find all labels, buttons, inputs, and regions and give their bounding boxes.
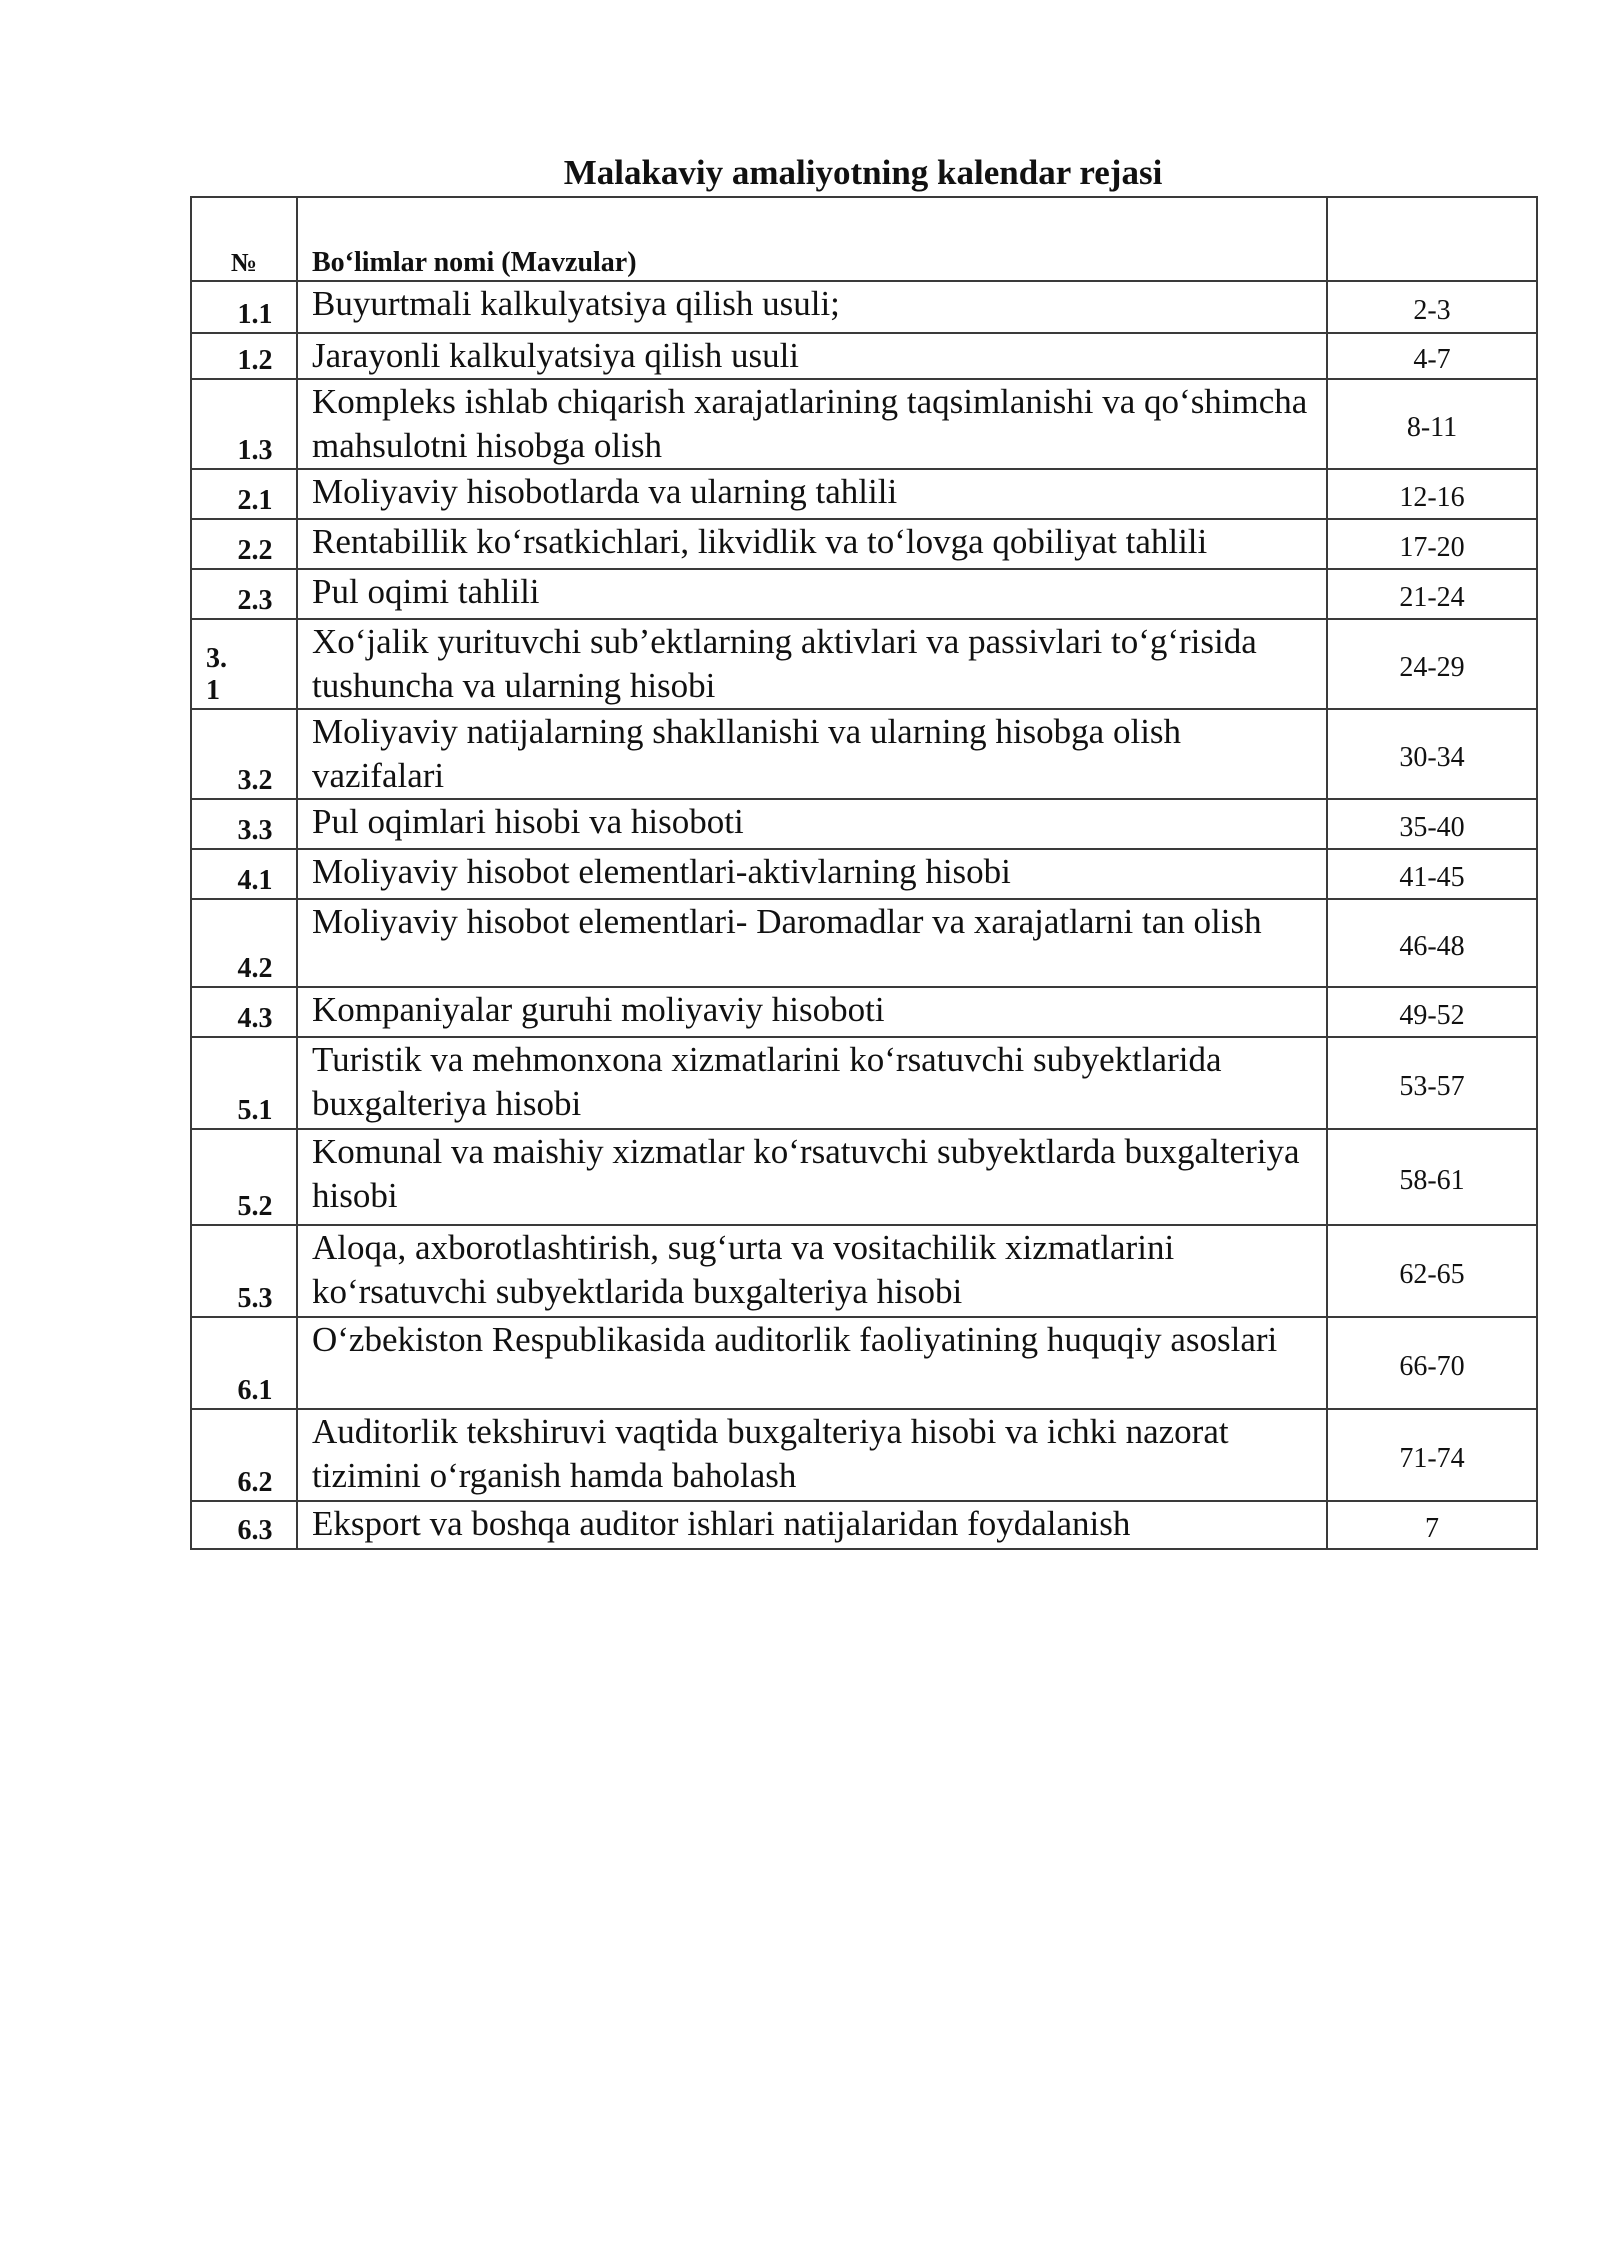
section-number-cell: 5.2 [191, 1129, 297, 1225]
section-number-cell: 5.1 [191, 1037, 297, 1129]
calendar-plan-table [190, 196, 1538, 1550]
section-pages-cell: 41-45 [1327, 849, 1537, 899]
section-pages-cell: 71-74 [1327, 1409, 1537, 1501]
section-pages-cell: 35-40 [1327, 799, 1537, 849]
section-number-cell: 1.3 [191, 379, 297, 469]
table-row [191, 619, 1537, 709]
section-name-cell: Jarayonli kalkulyatsiya qilish usuli [297, 333, 1327, 379]
section-pages-cell: 46-48 [1327, 899, 1537, 987]
section-pages-cell: 8-11 [1327, 379, 1537, 469]
section-pages-cell: 30-34 [1327, 709, 1537, 799]
table-row [191, 281, 1537, 333]
section-number-cell: 6.1 [191, 1317, 297, 1409]
section-name-cell: Moliyaviy hisobot elementlari-aktivlarning hisobi [297, 849, 1327, 899]
section-name-cell: Aloqa, axborotlashtirish, sug‘urta va vositachilik xizmatlarini ko‘rsatuvchi subyektlarida buxgalteriya hisobi [297, 1225, 1327, 1317]
table-row [191, 379, 1537, 469]
section-number-cell: 2.1 [191, 469, 297, 519]
section-name-cell: Moliyaviy hisobotlarda va ularning tahlili [297, 469, 1327, 519]
section-name-cell: Moliyaviy hisobot elementlari- Daromadlar va xarajatlarni tan olish [297, 899, 1327, 987]
table-row [191, 1409, 1537, 1501]
table-row [191, 1037, 1537, 1129]
section-name-cell: Rentabillik ko‘rsatkichlari, likvidlik va to‘lovga qobiliyat tahlili [297, 519, 1327, 569]
section-number-cell: 4.2 [191, 899, 297, 987]
section-name-cell: Moliyaviy natijalarning shakllanishi va ularning hisobga olish vazifalari [297, 709, 1327, 799]
section-name-cell: O‘zbekiston Respublikasida auditorlik faoliyatining huquqiy asoslari [297, 1317, 1327, 1409]
table-row [191, 709, 1537, 799]
section-pages-cell: 12-16 [1327, 469, 1537, 519]
table-row [191, 799, 1537, 849]
table-body [191, 197, 1537, 1549]
section-pages-cell: 66-70 [1327, 1317, 1537, 1409]
document-title: Malakaviy amaliyotning kalendar rejasi [563, 153, 1163, 192]
section-name-cell: Kompaniyalar guruhi moliyaviy hisoboti [297, 987, 1327, 1037]
section-number-cell: 6.3 [191, 1501, 297, 1549]
section-number-cell: 5.3 [191, 1225, 297, 1317]
section-name-cell: Pul oqimi tahlili [297, 569, 1327, 619]
section-number-cell: 1.2 [191, 333, 297, 379]
section-number-cell: 1.1 [191, 281, 297, 333]
section-pages-cell: 49-52 [1327, 987, 1537, 1037]
table-row [191, 1501, 1537, 1549]
section-name-cell: Eksport va boshqa auditor ishlari natijalaridan foydalanish [297, 1501, 1327, 1549]
section-pages-cell: 62-65 [1327, 1225, 1537, 1317]
section-pages-cell: 58-61 [1327, 1129, 1537, 1225]
section-number-cell: 6.2 [191, 1409, 297, 1501]
section-number-cell: 4.3 [191, 987, 297, 1037]
table-row [191, 519, 1537, 569]
section-name-cell: Pul oqimlari hisobi va hisoboti [297, 799, 1327, 849]
section-name-cell: Xo‘jalik yurituvchi sub’ektlarning aktivlari va passivlari to‘g‘risida tushuncha va ularning hisobi [297, 619, 1327, 709]
table-row [191, 1225, 1537, 1317]
section-pages-cell: 17-20 [1327, 519, 1537, 569]
table-header-row [191, 197, 1537, 281]
section-pages-cell: 21-24 [1327, 569, 1537, 619]
header-number-cell: № [191, 197, 297, 281]
table-row [191, 333, 1537, 379]
section-number-cell: 3.2 [191, 709, 297, 799]
section-name-cell: Komunal va maishiy xizmatlar ko‘rsatuvchi subyektlarda buxgalteriya hisobi [297, 1129, 1327, 1225]
table-row [191, 899, 1537, 987]
section-name-cell: Kompleks ishlab chiqarish xarajatlarining taqsimlanishi va qo‘shimcha mahsulotni hisobga olish [297, 379, 1327, 469]
section-number-cell: 2.2 [191, 519, 297, 569]
section-name-cell: Buyurtmali kalkulyatsiya qilish usuli; [297, 281, 1327, 333]
section-number-cell: 4.1 [191, 849, 297, 899]
table-row [191, 569, 1537, 619]
section-name-cell: Turistik va mehmonxona xizmatlarini ko‘rsatuvchi subyektlarida buxgalteriya hisobi [297, 1037, 1327, 1129]
table-row [191, 469, 1537, 519]
section-pages-cell: 4-7 [1327, 333, 1537, 379]
section-pages-cell: 24-29 [1327, 619, 1537, 709]
table-row [191, 849, 1537, 899]
section-pages-cell: 53-57 [1327, 1037, 1537, 1129]
table-row [191, 1129, 1537, 1225]
header-sections-cell: Bo‘limlar nomi (Mavzular) [297, 197, 1327, 281]
section-number-cell: 3.3 [191, 799, 297, 849]
header-pages-cell [1327, 197, 1537, 281]
section-number-cell: 2.3 [191, 569, 297, 619]
section-pages-cell: 7 [1327, 1501, 1537, 1549]
section-number-cell: 3. 1 [191, 619, 297, 709]
table-row [191, 987, 1537, 1037]
section-name-cell: Auditorlik tekshiruvi vaqtida buxgalteriya hisobi va ichki nazorat tizimini o‘rganish hamda baholash [297, 1409, 1327, 1501]
table-row [191, 1317, 1537, 1409]
section-pages-cell: 2-3 [1327, 281, 1537, 333]
